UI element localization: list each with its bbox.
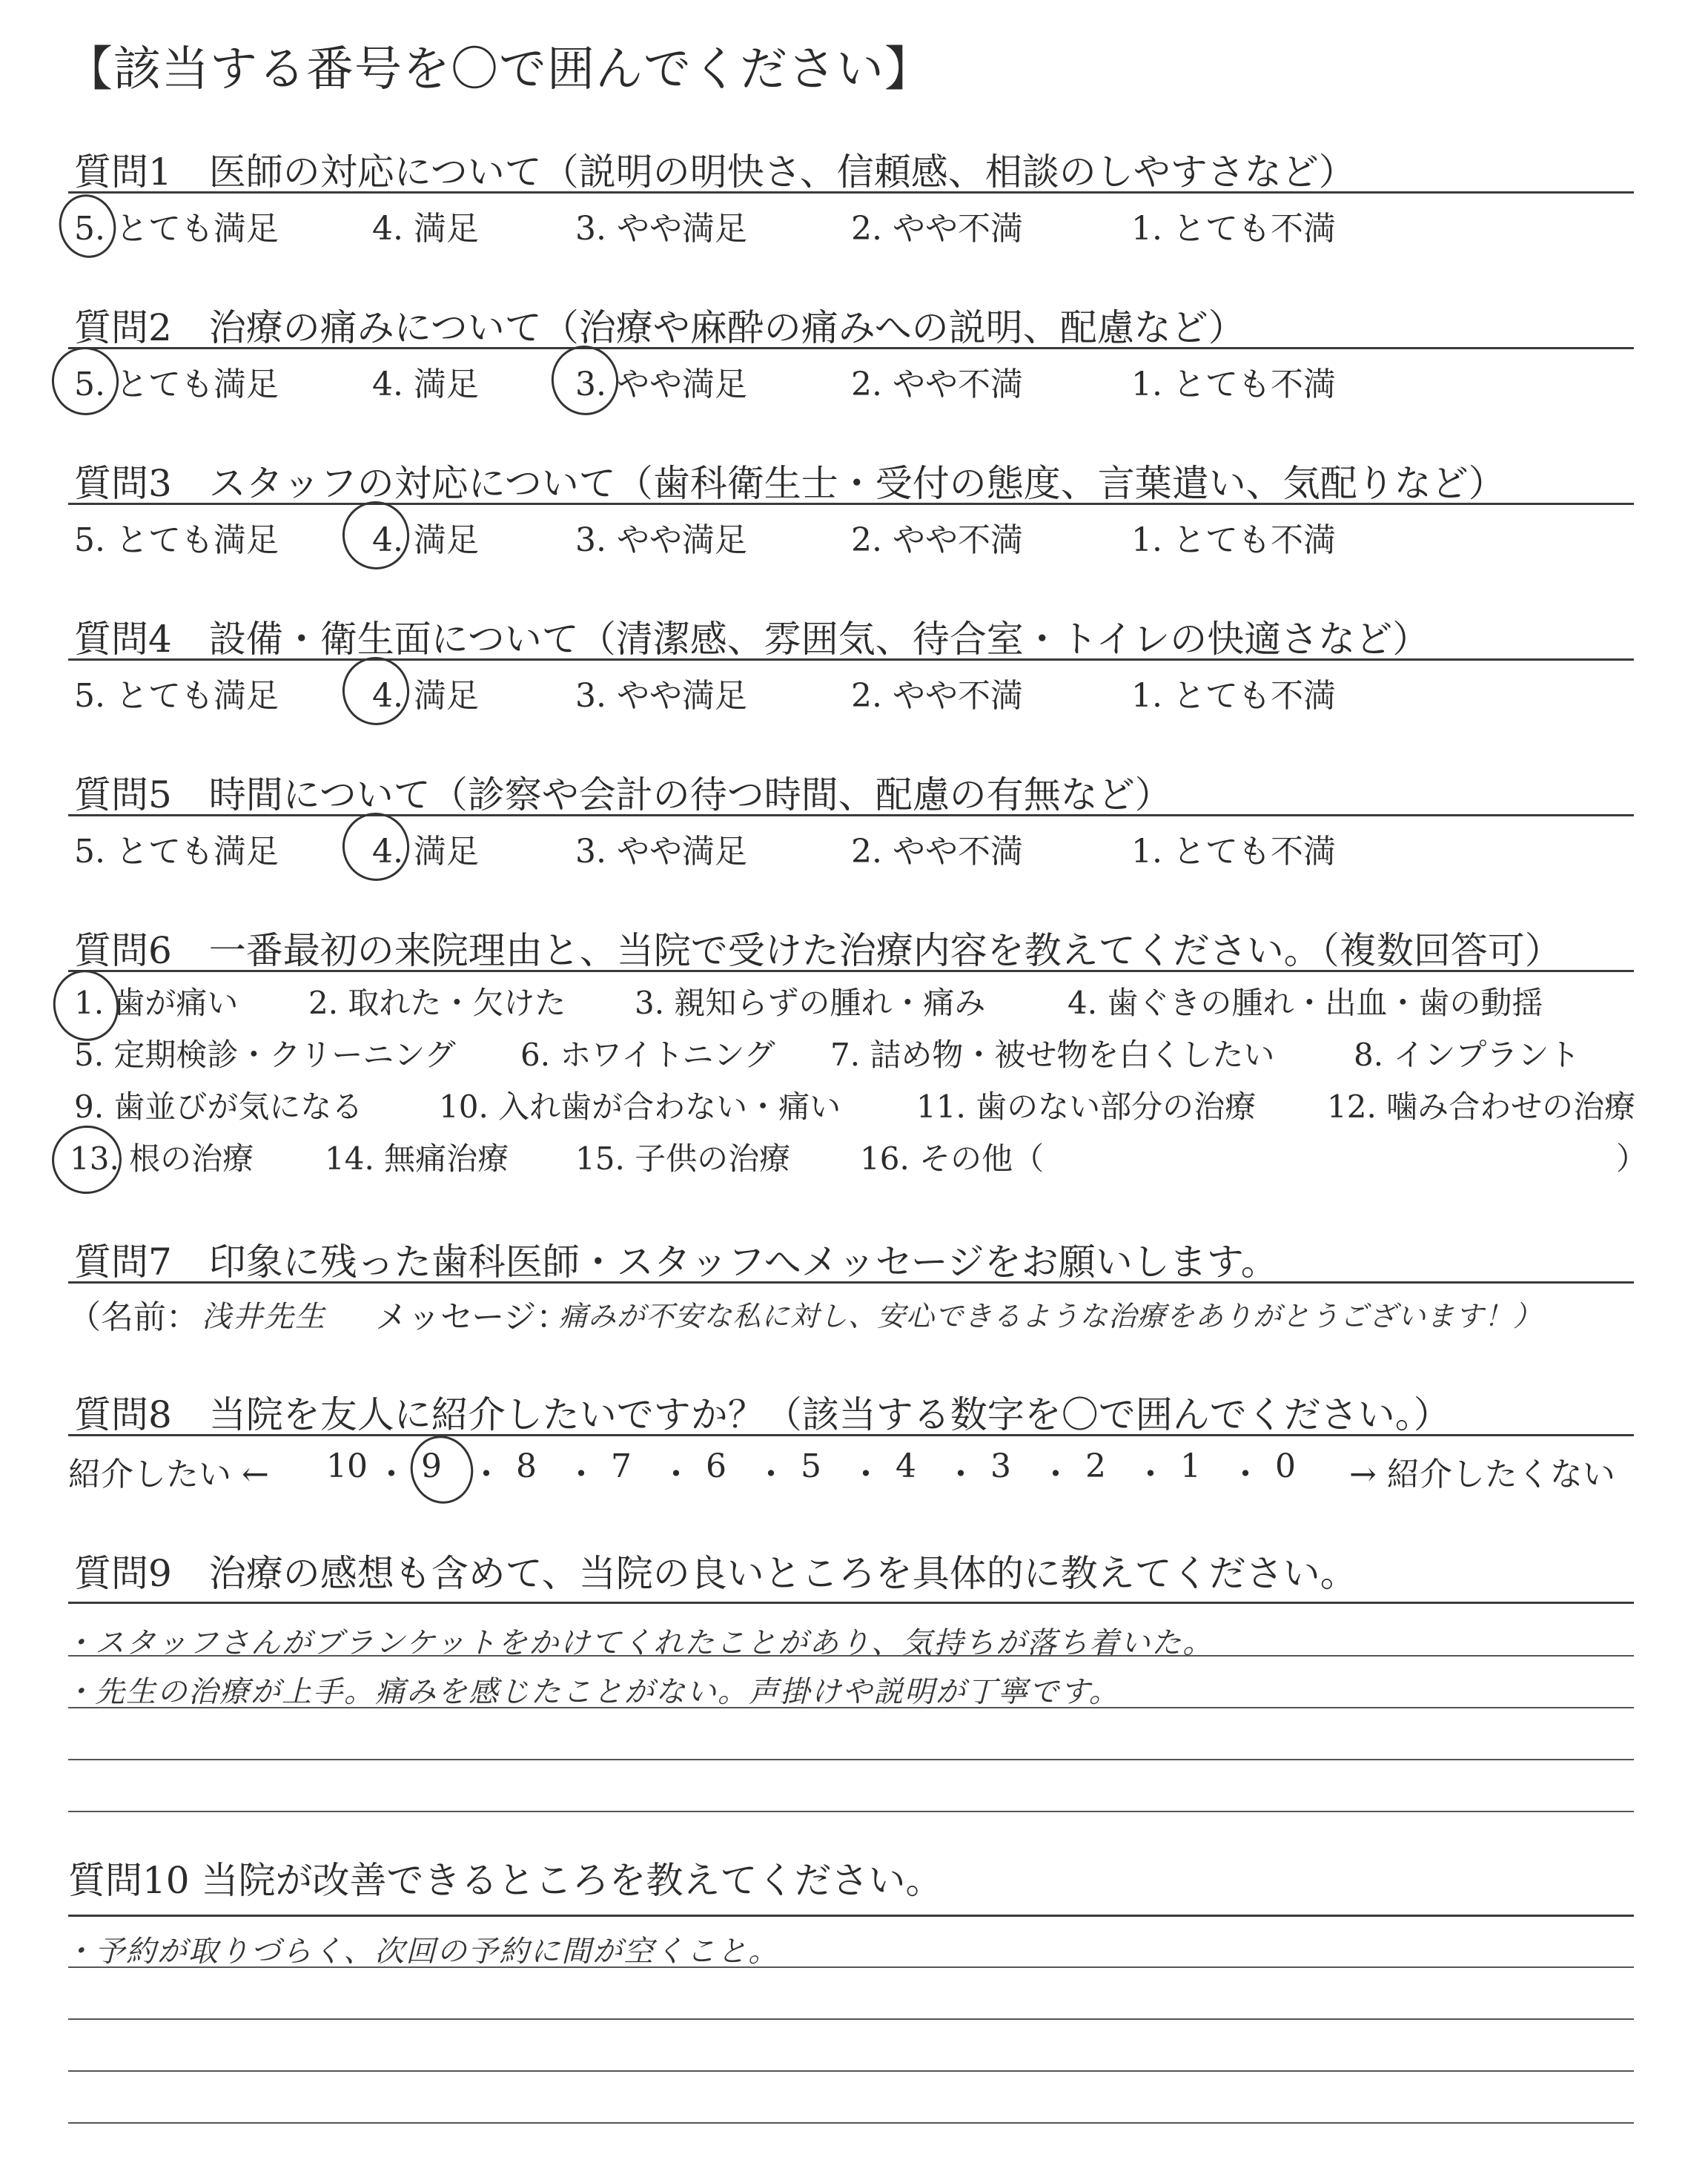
q6-option-15[interactable]: 15. 子供の治療 bbox=[575, 1140, 791, 1177]
question-6-options-row-3 bbox=[0, 1083, 1708, 1127]
q6-option-10[interactable]: 10. 入れ歯が合わない・痛い bbox=[439, 1089, 841, 1125]
q2-option-1[interactable]: 1. とても不満 bbox=[1131, 366, 1336, 403]
question-2-rule bbox=[68, 347, 1634, 349]
q2-option-3[interactable]: 3. やや満足 bbox=[575, 366, 747, 403]
q8-scale-value-0[interactable]: 0 bbox=[1275, 1447, 1296, 1485]
question-6-options-row-2 bbox=[0, 1031, 1708, 1075]
q8-scale-separator: ・ bbox=[1229, 1456, 1262, 1493]
q8-scale-value-1[interactable]: 1 bbox=[1180, 1447, 1201, 1485]
q2-option-4[interactable]: 4. 満足 bbox=[372, 366, 479, 403]
q8-scale-value-6[interactable]: 6 bbox=[706, 1447, 726, 1485]
question-4-title: 質問4 設備・衛生面について（清潔感、雰囲気、待合室・トイレの快適さなど） bbox=[74, 618, 1430, 661]
q8-scale-value-7[interactable]: 7 bbox=[611, 1447, 632, 1485]
q3-option-4[interactable]: 4. 満足 bbox=[372, 521, 479, 559]
q6-option-9[interactable]: 9. 歯並びが気になる bbox=[74, 1089, 363, 1125]
q8-scale-value-9[interactable]: 9 bbox=[421, 1447, 442, 1485]
question-2-options bbox=[0, 357, 1708, 402]
q5-option-5[interactable]: 5. とても満足 bbox=[74, 833, 279, 871]
question-3-options bbox=[0, 513, 1708, 558]
q4-option-5[interactable]: 5. とても満足 bbox=[74, 677, 279, 715]
q7-name-handwritten: 浅井先生 bbox=[202, 1300, 326, 1334]
q7-message-handwritten: 痛みが不安な私に対し、安心できるような治療をありがとうございます！） bbox=[559, 1300, 1543, 1332]
q6-option-11[interactable]: 11. 歯のない部分の治療 bbox=[916, 1089, 1257, 1125]
q8-scale-separator: ・ bbox=[944, 1456, 977, 1493]
q10-line-4 bbox=[68, 2122, 1634, 2124]
q8-scale-separator: ・ bbox=[565, 1456, 598, 1493]
question-2-title: 質問2 治療の痛みについて（治療や麻酔の痛みへの説明、配慮など） bbox=[74, 306, 1245, 349]
q8-scale-value-4[interactable]: 4 bbox=[896, 1447, 916, 1485]
q5-option-1[interactable]: 1. とても不満 bbox=[1131, 833, 1336, 871]
question-8-title: 質問8 当院を友人に紹介したいですか？（該当する数字を〇で囲んでください。） bbox=[74, 1393, 1451, 1436]
question-4-rule bbox=[68, 658, 1634, 661]
question-4-options bbox=[0, 669, 1708, 713]
question-5-rule bbox=[68, 814, 1634, 816]
q10-line-1 bbox=[68, 1966, 1634, 1968]
q8-scale-separator: ・ bbox=[1039, 1456, 1072, 1493]
q8-scale-separator: ・ bbox=[660, 1456, 692, 1493]
question-6-options-row-1 bbox=[0, 979, 1708, 1023]
q6-option-1[interactable]: 1. 歯が痛い bbox=[74, 985, 239, 1021]
q6-option-14[interactable]: 14. 無痛治療 bbox=[325, 1140, 509, 1177]
q7-message-label: メッセージ： bbox=[375, 1298, 569, 1336]
q7-name-label: （名前： bbox=[68, 1298, 199, 1336]
question-3-rule bbox=[68, 503, 1634, 505]
q3-option-3[interactable]: 3. やや満足 bbox=[575, 521, 747, 559]
q6-option-16[interactable]: 16. その他（ bbox=[860, 1140, 1045, 1177]
q8-scale-value-5[interactable]: 5 bbox=[801, 1447, 821, 1485]
q6-option-12[interactable]: 12. 噛み合わせの治療 bbox=[1327, 1089, 1636, 1125]
question-8-rule bbox=[68, 1434, 1634, 1436]
question-5-options bbox=[0, 825, 1708, 869]
q6-option-6[interactable]: 6. ホワイトニング bbox=[520, 1037, 775, 1073]
q6-option-13[interactable]: 13. 根の治療 bbox=[70, 1140, 254, 1177]
q9-line-3 bbox=[68, 1759, 1634, 1760]
q9-line-4 bbox=[68, 1811, 1634, 1812]
q1-option-4[interactable]: 4. 満足 bbox=[372, 210, 479, 248]
q8-scale-separator: ・ bbox=[850, 1456, 882, 1493]
q4-option-2[interactable]: 2. やや不満 bbox=[851, 677, 1023, 715]
q1-circle-mark bbox=[53, 188, 123, 264]
q6-circle-mark-13 bbox=[44, 1118, 128, 1201]
q6-option-2[interactable]: 2. 取れた・欠けた bbox=[308, 985, 566, 1021]
question-9-title: 質問9 治療の感想も含めて、当院の良いところを具体的に教えてください。 bbox=[74, 1552, 1357, 1595]
question-1-rule bbox=[68, 191, 1634, 194]
q6-option-3[interactable]: 3. 親知らずの腫れ・痛み bbox=[635, 985, 986, 1021]
question-1-options bbox=[0, 202, 1708, 246]
q4-option-3[interactable]: 3. やや満足 bbox=[575, 677, 747, 715]
q4-option-1[interactable]: 1. とても不満 bbox=[1131, 677, 1336, 715]
q3-option-2[interactable]: 2. やや不満 bbox=[851, 521, 1023, 559]
q4-option-4[interactable]: 4. 満足 bbox=[372, 677, 479, 715]
q1-option-5[interactable]: 5. とても満足 bbox=[74, 210, 279, 248]
question-7-title: 質問7 印象に残った歯科医師・スタッフへメッセージをお願いします。 bbox=[74, 1241, 1278, 1284]
q8-scale-value-10[interactable]: 10 bbox=[326, 1447, 368, 1485]
q10-answer-1: ・予約が取りづらく、次回の予約に間が空くこと。 bbox=[64, 1935, 780, 1969]
q6-option-8[interactable]: 8. インプラント bbox=[1354, 1037, 1580, 1073]
q6-option-4[interactable]: 4. 歯ぐきの腫れ・出血・歯の動揺 bbox=[1068, 985, 1543, 1021]
q3-option-5[interactable]: 5. とても満足 bbox=[74, 521, 279, 559]
q6-option-7[interactable]: 7. 詰め物・被せ物を白くしたい bbox=[830, 1037, 1275, 1073]
question-10-title: 質問10 当院が改善できるところを教えてください。 bbox=[68, 1859, 943, 1902]
question-6-rule bbox=[68, 970, 1634, 972]
question-9-rule bbox=[68, 1602, 1634, 1604]
q9-line-2 bbox=[68, 1707, 1634, 1708]
question-1-title: 質問1 医師の対応について（説明の明快さ、信頼感、相談のしやすさなど） bbox=[74, 151, 1356, 194]
q5-option-4[interactable]: 4. 満足 bbox=[372, 833, 479, 871]
question-6-title: 質問6 一番最初の来院理由と、当院で受けた治療内容を教えてください。（複数回答可） bbox=[74, 929, 1562, 972]
question-10-rule bbox=[68, 1915, 1634, 1917]
question-7-rule bbox=[68, 1281, 1634, 1284]
q8-scale-value-8[interactable]: 8 bbox=[516, 1447, 537, 1485]
survey-header: 【該当する番号を〇で囲んでください】 bbox=[65, 42, 933, 97]
q8-scale-value-2[interactable]: 2 bbox=[1085, 1447, 1106, 1485]
q6-other-close-paren: ） bbox=[1616, 1140, 1648, 1177]
q10-line-2 bbox=[68, 2018, 1634, 2020]
q8-scale-separator: ・ bbox=[1134, 1456, 1167, 1493]
q2-circle-mark-5 bbox=[44, 340, 126, 422]
q8-scale-separator: ・ bbox=[755, 1456, 787, 1493]
q8-scale-separator: ・ bbox=[375, 1456, 408, 1493]
q1-option-1[interactable]: 1. とても不満 bbox=[1131, 210, 1336, 248]
question-5-title: 質問5 時間について（診察や会計の待つ時間、配慮の有無など） bbox=[74, 773, 1172, 816]
question-3-title: 質問3 スタッフの対応について（歯科衛生士・受付の態度、言葉遣い、気配りなど） bbox=[74, 462, 1506, 505]
q8-left-label: 紹介したい ← bbox=[68, 1456, 269, 1493]
q1-option-3[interactable]: 3. やや満足 bbox=[575, 210, 747, 248]
q8-circle-mark bbox=[403, 1429, 480, 1510]
q8-right-label: → 紹介したくない bbox=[1349, 1456, 1615, 1493]
q5-option-2[interactable]: 2. やや不満 bbox=[851, 833, 1023, 871]
q2-option-2[interactable]: 2. やや不満 bbox=[851, 366, 1023, 403]
q8-scale-value-3[interactable]: 3 bbox=[990, 1447, 1011, 1485]
q9-answer-2: ・先生の治療が上手。痛みを感じたことがない。声掛けや説明が丁寧です。 bbox=[64, 1675, 1120, 1709]
q8-scale-separator: ・ bbox=[470, 1456, 503, 1493]
q6-option-5[interactable]: 5. 定期検診・クリーニング bbox=[74, 1037, 456, 1073]
q3-option-1[interactable]: 1. とても不満 bbox=[1131, 521, 1336, 559]
q2-option-5[interactable]: 5. とても満足 bbox=[74, 366, 279, 403]
q1-option-2[interactable]: 2. やや不満 bbox=[851, 210, 1023, 248]
q5-option-3[interactable]: 3. やや満足 bbox=[575, 833, 747, 871]
q10-line-3 bbox=[68, 2070, 1634, 2072]
question-6-options-row-4 bbox=[0, 1135, 1708, 1179]
q9-answer-1: ・スタッフさんがブランケットをかけてくれたことがあり、気持ちが落ち着いた。 bbox=[64, 1626, 1214, 1660]
q9-line-1 bbox=[68, 1655, 1634, 1657]
